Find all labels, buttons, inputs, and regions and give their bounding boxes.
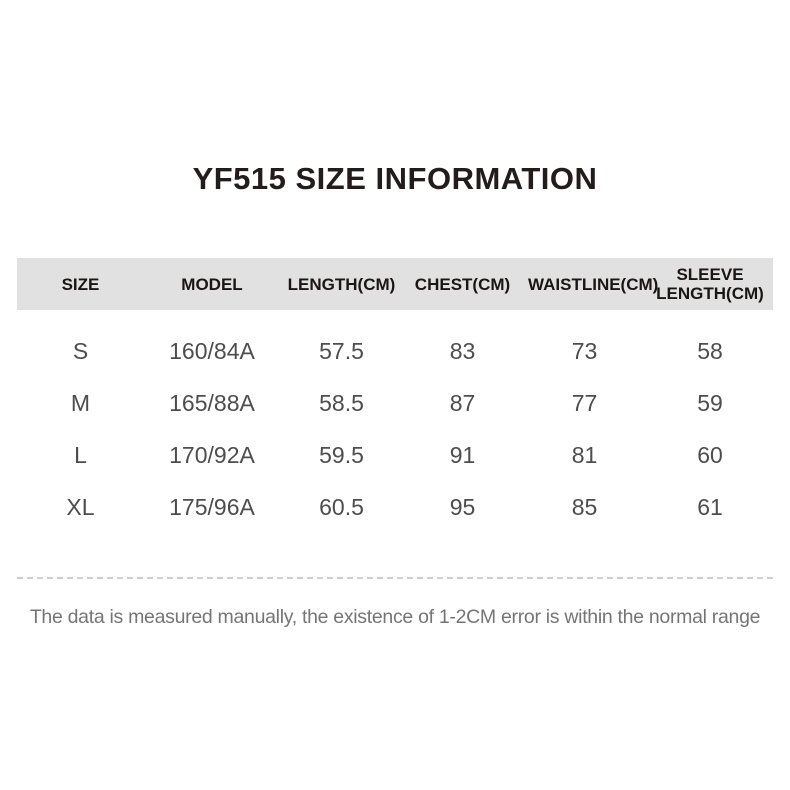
cell-waistline: 73 bbox=[571, 337, 598, 364]
cell-size: M bbox=[70, 389, 91, 416]
header-row bbox=[17, 258, 773, 310]
cell-size: L bbox=[74, 441, 87, 468]
cell-size: XL bbox=[66, 493, 95, 520]
cell-length: 59.5 bbox=[319, 441, 364, 468]
cell-chest: 91 bbox=[449, 441, 476, 468]
table-row-l bbox=[17, 429, 773, 481]
dashed-divider bbox=[17, 577, 773, 579]
cell-chest: 95 bbox=[449, 493, 476, 520]
header-cell-length: LENGTH(CM) bbox=[280, 258, 403, 310]
cell-sleeve-length: 61 bbox=[697, 493, 723, 520]
cell-waistline: 77 bbox=[571, 389, 598, 416]
cell-chest: 87 bbox=[449, 389, 476, 416]
header-cell-sleeve-length: SLEEVE LENGTH(CM) bbox=[647, 258, 773, 310]
cell-length: 57.5 bbox=[319, 337, 364, 364]
size-table-body bbox=[17, 310, 773, 533]
table-row-s bbox=[17, 310, 773, 377]
measurement-disclaimer-text: The data is measured manually, the existence of 1-2CM error is within the normal range bbox=[29, 606, 761, 628]
cell-sleeve-length: 60 bbox=[697, 441, 723, 468]
size-table-header bbox=[17, 258, 773, 310]
header-cell-size: SIZE bbox=[17, 258, 144, 310]
table-row-xl bbox=[17, 481, 773, 533]
cell-model: 170/92A bbox=[169, 441, 255, 468]
size-table bbox=[17, 258, 773, 533]
cell-sleeve-length: 58 bbox=[697, 337, 723, 364]
cell-size: S bbox=[72, 337, 89, 364]
cell-model: 160/84A bbox=[169, 337, 255, 364]
cell-waistline: 81 bbox=[571, 441, 598, 468]
cell-model: 165/88A bbox=[169, 389, 255, 416]
header-cell-chest: CHEST(CM) bbox=[403, 258, 522, 310]
cell-model: 175/96A bbox=[169, 493, 255, 520]
cell-waistline: 85 bbox=[571, 493, 598, 520]
cell-sleeve-length: 59 bbox=[697, 389, 723, 416]
header-cell-model: MODEL bbox=[144, 258, 280, 310]
table-row-m bbox=[17, 377, 773, 429]
header-cell-waistline: WAISTLINE(CM) bbox=[522, 258, 647, 310]
cell-length: 60.5 bbox=[319, 493, 364, 520]
cell-chest: 83 bbox=[449, 337, 476, 364]
cell-length: 58.5 bbox=[319, 389, 364, 416]
page-title: YF515 SIZE INFORMATION bbox=[192, 161, 598, 196]
